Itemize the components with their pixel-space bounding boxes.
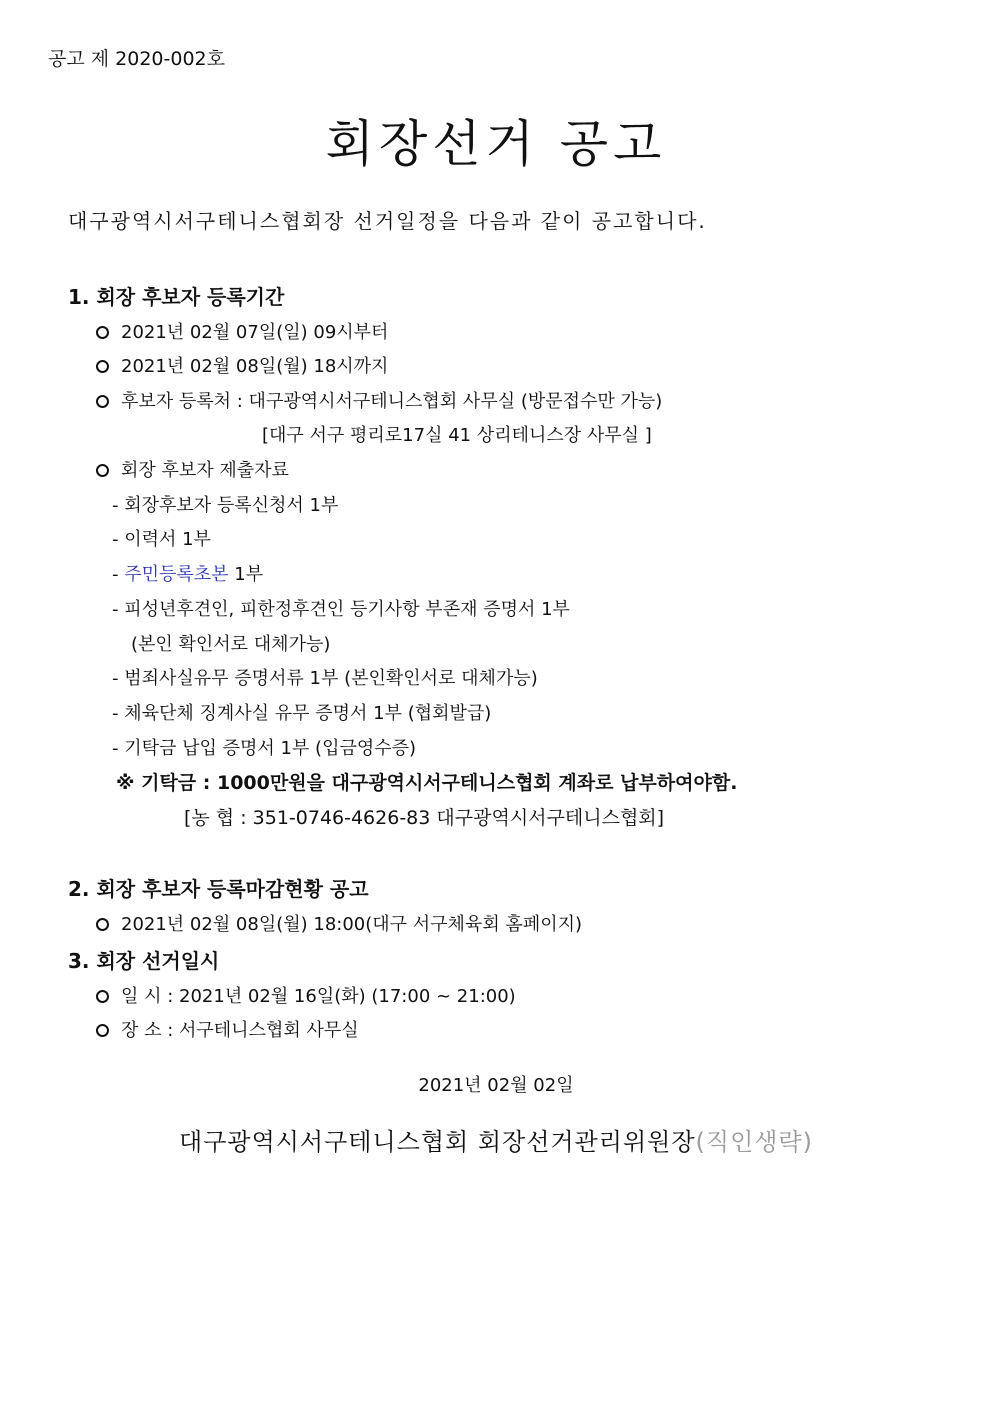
item-text: 회장 후보자 제출자료 <box>121 460 289 481</box>
document-item: - 기탁금 납입 증명서 1부 (입금영수증) <box>112 738 417 759</box>
circle-bullet-icon <box>96 360 109 373</box>
seal-omitted-note: (직인생략) <box>695 1128 813 1156</box>
issuer-name: 대구광역시서구테니스협회 회장선거관리위원장 <box>179 1128 696 1156</box>
section1-address: [대구 서구 평리로17실 41 상리테니스장 사무실 ] <box>262 425 652 446</box>
notice-number: 공고 제 2020-002호 <box>48 48 225 70</box>
document-item-resident <box>112 560 263 586</box>
intro-text: 대구광역시서구테니스협회장 선거일정을 다음과 같이 공고합니다. <box>68 209 707 233</box>
section1-item-location <box>96 387 662 413</box>
item-text: 장 소 : 서구테니스협회 사무실 <box>121 1020 359 1041</box>
section1-item-end <box>96 352 388 378</box>
section2-item <box>96 910 582 936</box>
resident-suffix: 1부 <box>228 564 264 585</box>
document-item-note: (본인 확인서로 대체가능) <box>131 634 331 655</box>
deposit-note: ※ 기탁금 : 1000만원을 대구광역시서구테니스협회 계좌로 납부하여야함. <box>116 772 738 794</box>
circle-bullet-icon <box>96 918 109 931</box>
section1-item-start <box>96 318 388 344</box>
document-title: 회장선거 공고 <box>325 115 667 173</box>
section3-item-datetime <box>96 982 516 1008</box>
issuer-signature <box>0 1122 992 1157</box>
circle-bullet-icon <box>96 990 109 1003</box>
section1-documents-heading <box>96 456 289 482</box>
item-text: 2021년 02월 08일(월) 18시까지 <box>121 356 389 377</box>
item-text: 2021년 02월 07일(일) 09시부터 <box>121 322 389 343</box>
issue-date: 2021년 02월 02일 <box>418 1075 574 1096</box>
circle-bullet-icon <box>96 1024 109 1037</box>
resident-prefix: - <box>112 564 125 585</box>
item-text: 일 시 : 2021년 02월 16일(화) (17:00 ~ 21:00) <box>121 986 516 1007</box>
section3-item-place <box>96 1016 359 1042</box>
document-item: - 범죄사실유무 증명서류 1부 (본인확인서로 대체가능) <box>112 668 538 689</box>
document-item: - 회장후보자 등록신청서 1부 <box>112 495 339 516</box>
section1-heading: 1. 회장 후보자 등록기간 <box>68 285 285 309</box>
circle-bullet-icon <box>96 464 109 477</box>
circle-bullet-icon <box>96 326 109 339</box>
item-text: 후보자 등록처 : 대구광역시서구테니스협회 사무실 (방문접수만 가능) <box>121 391 663 412</box>
document-item: - 체육단체 징계사실 유무 증명서 1부 (협회발급) <box>112 703 492 724</box>
section2-heading: 2. 회장 후보자 등록마감현황 공고 <box>68 877 369 901</box>
document-item: - 피성년후견인, 피한정후견인 등기사항 부존재 증명서 1부 <box>112 599 570 620</box>
section3-heading: 3. 회장 선거일시 <box>68 949 220 973</box>
bank-account: [농 협 : 351-0746-4626-83 대구광역시서구테니스협회] <box>184 807 665 829</box>
resident-registration-highlight: 주민등록초본 <box>124 564 229 585</box>
document-item: - 이력서 1부 <box>112 529 211 550</box>
circle-bullet-icon <box>96 395 109 408</box>
item-text: 2021년 02월 08일(월) 18:00(대구 서구체육회 홈페이지) <box>121 914 583 935</box>
